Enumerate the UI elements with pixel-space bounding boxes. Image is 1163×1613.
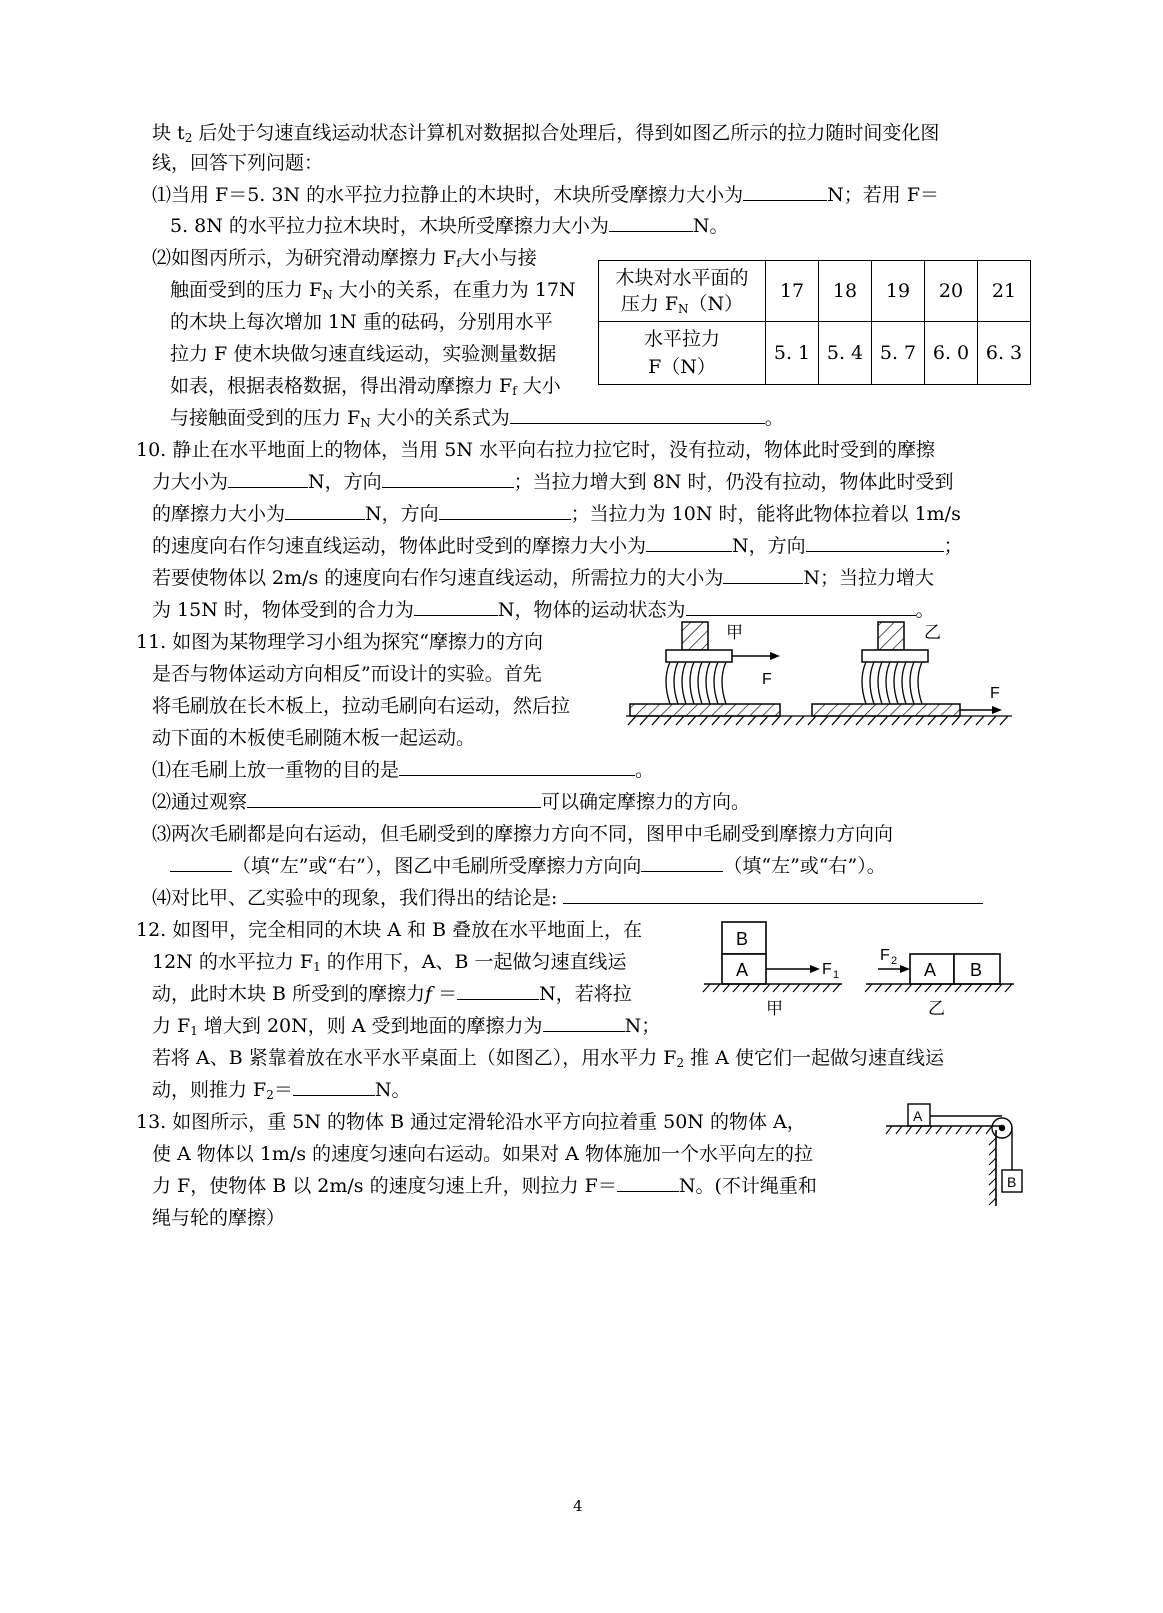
q13-line-4: 绳与轮的摩擦） xyxy=(152,1207,286,1229)
q10-line-3: 的摩擦力大小为 N，方向 ；当拉力为 10N 时，能将此物体拉着以 1m/s xyxy=(152,503,961,525)
block-a-label: A xyxy=(924,960,937,980)
q10-line-6: 为 15N 时，物体受到的合力为 N，物体的运动状态为 。 xyxy=(152,599,935,621)
force-label: F xyxy=(762,671,772,688)
figure-label-jia: 甲 xyxy=(766,999,783,1018)
block-b-label: B xyxy=(736,929,749,949)
answer-blank[interactable] xyxy=(723,565,803,584)
answer-blank[interactable] xyxy=(170,853,232,872)
q13-line-3: 力 F，使物体 B 以 2m/s 的速度匀速上升，则拉力 F＝ N。(不计绳重和 xyxy=(152,1175,817,1197)
intro-line-2: 线，回答下列问题： xyxy=(152,152,324,174)
table-cell: 18 xyxy=(819,261,872,322)
q12-line-3: 动，此时木块 B 所受到的摩擦力f ＝ N，若将拉 xyxy=(152,983,632,1005)
q9-part2-line-2: 触面受到的压力 $F_N$ 大小的关系，在重力为 17N xyxy=(170,279,576,302)
table-row xyxy=(599,322,1031,385)
q11-sub-3: ⑶两次毛刷都是向右运动，但毛刷受到的摩擦力方向不同，图甲中毛刷受到摩擦力方向向 xyxy=(152,823,894,845)
answer-blank[interactable] xyxy=(293,1077,375,1096)
pulley-figure xyxy=(884,1098,1034,1210)
brush-bristles xyxy=(862,662,922,704)
answer-blank[interactable] xyxy=(641,853,723,872)
q9-part2-line-4: 拉力 F 使木块做匀速直线运动，实验测量数据 xyxy=(170,343,557,365)
table-cell: 20 xyxy=(925,261,978,322)
q13-line-1: 13. 如图所示，重 5N 的物体 B 通过定滑轮沿水平方向拉着重 50N 的物体 A， xyxy=(136,1111,806,1133)
q13-line-2: 使 A 物体以 1m/s 的速度匀速向右运动。如果对 A 物体施加一个水平向左的拉 xyxy=(152,1143,813,1165)
table-row xyxy=(599,261,1031,322)
table-cell: 17 xyxy=(766,261,819,322)
answer-blank[interactable] xyxy=(806,533,944,552)
q9-part1-line-1: ⑴当用 F＝5. 3N 的水平拉力拉静止的木块时，木块所受摩擦力大小为 N；若用 F＝ xyxy=(152,184,940,206)
force-label: F xyxy=(822,961,832,978)
arrow-right-icon xyxy=(900,965,910,973)
q9-part2-line-5: 如表，根据表格数据，得出滑动摩擦力 $F_f$ 大小 xyxy=(170,375,561,398)
q10-line-1: 10. 静止在水平地面上的物体，当用 5N 水平向右拉力拉它时，没有拉动，物体此时受到的摩擦 xyxy=(136,439,936,461)
board xyxy=(630,704,780,716)
answer-blank[interactable] xyxy=(414,597,498,616)
q12-line-5: 若将 A、B 紧靠着放在水平水平桌面上（如图乙），用水平力 $F_2$ 推 A 使它们一起做匀速直线运 xyxy=(152,1047,944,1070)
answer-blank[interactable] xyxy=(510,405,765,424)
force-label: F xyxy=(880,947,890,964)
table-cell: 21 xyxy=(978,261,1031,322)
force-subscript: 2 xyxy=(891,955,898,967)
brush-head xyxy=(666,650,732,662)
q12-line-6: 动，则推力 $F_2= N$。 xyxy=(152,1079,411,1102)
answer-blank[interactable] xyxy=(382,469,514,488)
q9-part2-line-3: 的木块上每次增加 1N 重的砝码，分别用水平 xyxy=(170,311,553,333)
table-cell: 5. 4 xyxy=(819,322,872,385)
ground xyxy=(626,716,1012,725)
block-ab-figure xyxy=(696,916,1026,1026)
answer-blank[interactable] xyxy=(399,757,635,776)
q9-part2-line-1: ⑵如图丙所示，为研究滑动摩擦力 $F_f$大小与接 xyxy=(152,247,537,270)
block-b-label: B xyxy=(970,960,983,980)
answer-blank[interactable] xyxy=(617,1173,679,1192)
page-number: 4 xyxy=(573,1497,583,1515)
brush-bristles xyxy=(666,662,726,704)
brush-setup-jia xyxy=(630,622,780,716)
table-cell: 6. 3 xyxy=(978,322,1031,385)
arrow-right-icon xyxy=(992,706,1002,714)
answer-blank[interactable] xyxy=(285,501,365,520)
q11-sub-1: ⑴在毛刷上放一重物的目的是 。 xyxy=(152,759,655,781)
block-b-label: B xyxy=(1007,1174,1017,1190)
q10-line-5: 若要使物体以 2m/s 的速度向右作匀速直线运动，所需拉力的大小为 N；当拉力增大 xyxy=(152,567,934,589)
q11-sub-4: ⑷对比甲、乙实验中的现象，我们得出的结论是: xyxy=(152,885,983,911)
table-header-cell: 水平拉力 F（N） xyxy=(599,322,766,385)
figure-jia xyxy=(703,922,842,1018)
table-header-cell: 木块对水平面的 压力 $F_N(N)$ xyxy=(599,261,766,322)
figure-label-yi: 乙 xyxy=(928,999,945,1018)
force-subscript: 1 xyxy=(833,969,840,981)
q12-line-4: 力 $F_1$ 增大到 20N，则 A 受到地面的摩擦力为 N； xyxy=(152,1015,661,1038)
q9-part2-line-6: 与接触面受到的压力 $F_N$ 大小的关系式为 。 xyxy=(170,407,784,430)
brush-setup-yi xyxy=(812,622,1002,716)
q11-sub-3-cont: （填“左”或“右”），图乙中毛刷所受摩擦力方向向 （填“左”或“右”）。 xyxy=(170,853,886,879)
force-label: F xyxy=(990,685,1000,702)
answer-blank[interactable] xyxy=(457,981,539,1000)
q12-line-2: 12N 的水平拉力 $F_1$ 的作用下，A、B 一起做匀速直线运 xyxy=(152,951,627,974)
block-a-label: A xyxy=(913,1108,923,1124)
q11-line-1: 11. 如图为某物理学习小组为探究“摩擦力的方向 xyxy=(136,631,543,653)
q12-line-1: 12. 如图甲，完全相同的木块 A 和 B 叠放在水平地面上，在 xyxy=(136,919,643,941)
arrow-right-icon xyxy=(770,652,780,660)
block-a-label: A xyxy=(736,960,749,980)
intro-line-1: 块 $t_2$ 后处于匀速直线运动状态计算机对数据拟合处理后，得到如图乙所示的拉力随时间变化图 xyxy=(152,122,940,145)
answer-blank[interactable] xyxy=(247,789,541,808)
brush-head xyxy=(862,650,928,662)
q11-sub-2: ⑵通过观察 可以确定摩擦力的方向。 xyxy=(152,791,751,813)
figure-label-yi: 乙 xyxy=(924,623,941,642)
table-cell: 5. 1 xyxy=(766,322,819,385)
figure-yi xyxy=(865,947,1014,1018)
board xyxy=(812,704,960,716)
q11-line-3: 将毛刷放在长木板上，拉动毛刷向右运动，然后拉 xyxy=(152,695,571,717)
weight-block xyxy=(878,622,904,650)
answer-blank[interactable] xyxy=(439,501,571,520)
table-cell: 19 xyxy=(872,261,925,322)
table-cell: 6. 0 xyxy=(925,322,978,385)
brush-experiment-figure xyxy=(622,614,1022,744)
answer-blank[interactable] xyxy=(646,533,732,552)
answer-blank[interactable] xyxy=(563,885,983,904)
q11-line-2: 是否与物体运动方向相反”而设计的实验。首先 xyxy=(152,663,542,685)
arrow-right-icon xyxy=(810,965,820,973)
answer-blank[interactable] xyxy=(228,469,308,488)
answer-blank[interactable] xyxy=(743,182,827,201)
q10-line-4: 的速度向右作匀速直线运动，物体此时受到的摩擦力大小为 N，方向 ； xyxy=(152,535,963,557)
weight-block xyxy=(682,622,708,650)
answer-blank[interactable] xyxy=(543,1013,625,1032)
q9-part1-line-2: 5. 8N 的水平拉力拉木块时，木块所受摩擦力大小为 N。 xyxy=(170,215,729,237)
answer-blank[interactable] xyxy=(609,213,693,232)
table-cell: 5. 7 xyxy=(872,322,925,385)
q10-line-2: 力大小为 N，方向 ；当拉力增大到 8N 时，仍没有拉动，物体此时受到 xyxy=(152,471,954,493)
figure-label-jia: 甲 xyxy=(726,623,743,642)
q11-line-4: 动下面的木板使毛刷随木板一起运动。 xyxy=(152,727,476,749)
force-data-table xyxy=(598,260,1031,385)
